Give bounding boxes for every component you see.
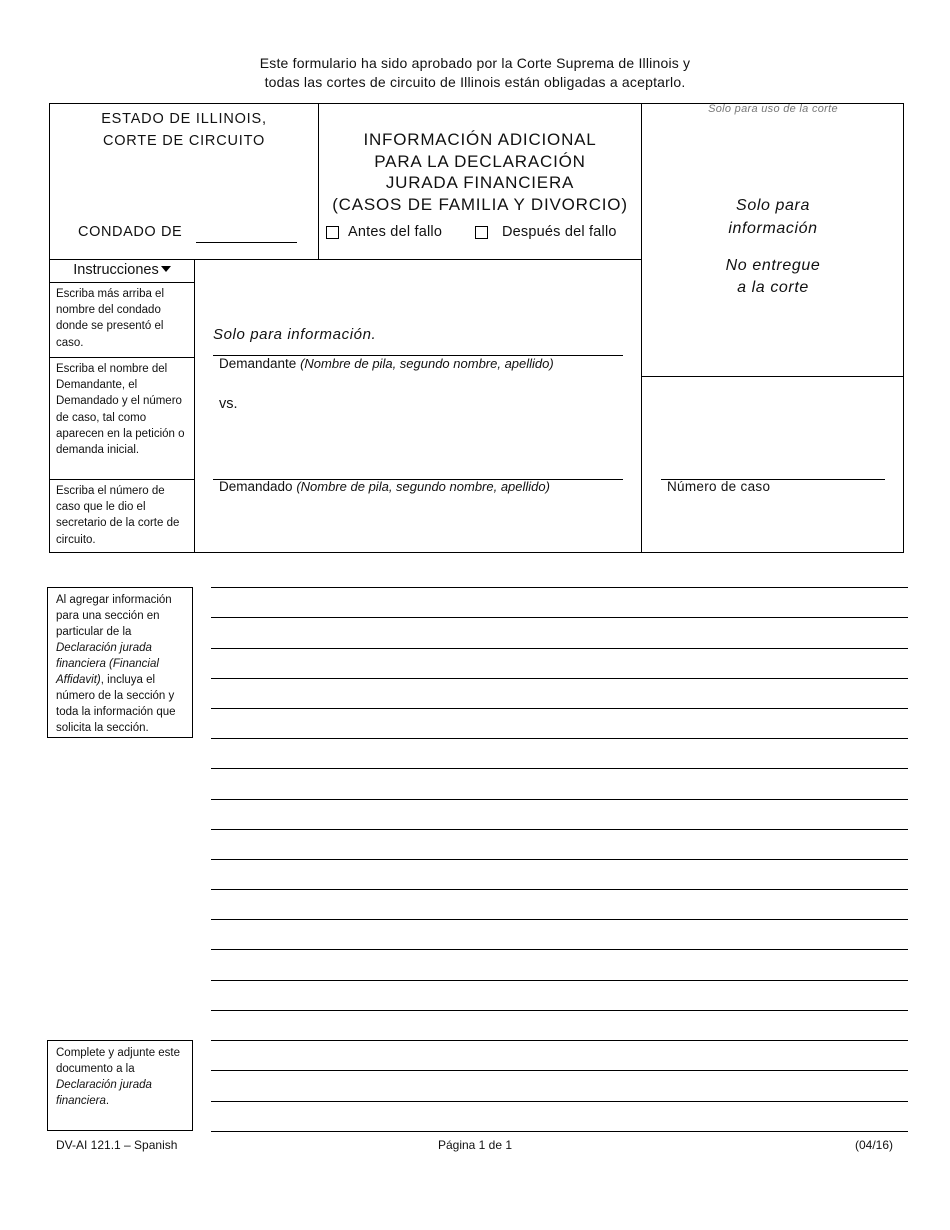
section-instructions xyxy=(47,587,193,738)
divider xyxy=(194,260,195,553)
county-input[interactable] xyxy=(196,242,297,243)
versus-label: vs. xyxy=(219,396,238,412)
form-id: DV-AI 121.1 – Spanish xyxy=(56,1138,178,1152)
no-deliver-line: a la corte xyxy=(737,279,809,296)
text-line[interactable] xyxy=(211,587,908,588)
divider xyxy=(641,103,642,553)
text-line[interactable] xyxy=(211,1131,908,1132)
text-line[interactable] xyxy=(211,829,908,830)
state-label: ESTADO DE ILLINOIS, xyxy=(101,111,267,127)
instruction-case-number: Escriba el número de caso que le dio el secretario de la corte de circuito. xyxy=(56,485,180,546)
page-number: Página 1 de 1 xyxy=(437,1138,513,1152)
county-label: CONDADO DE xyxy=(78,224,183,240)
court-use-label: Solo para uso de la corte xyxy=(708,103,838,115)
title-line: (CASOS DE FAMILIA Y DIVORCIO) xyxy=(332,194,628,214)
instruction-parties: Escriba el nombre del Demandante, el Demandado y el número de caso, tal como aparecen en la petición o demanda inicial. xyxy=(56,363,185,457)
text-line[interactable] xyxy=(211,949,908,950)
checkbox-after-judgment[interactable] xyxy=(475,226,488,239)
title-line: JURADA FINANCIERA xyxy=(385,173,575,192)
no-deliver-line: No entregue xyxy=(725,257,821,274)
petitioner-hint: (Nombre de pila, segundo nombre, apellido) xyxy=(300,356,554,371)
note-text: . xyxy=(105,1095,110,1107)
instruction-county: Escriba más arriba el nombre del condado donde se presentó el caso. xyxy=(56,288,165,349)
instructions-heading xyxy=(50,262,194,278)
text-line[interactable] xyxy=(211,648,908,649)
info-only-line: Solo para xyxy=(736,197,810,214)
revision-date: (04/16) xyxy=(855,1138,894,1152)
divider xyxy=(49,357,195,358)
text-line[interactable] xyxy=(211,768,908,769)
text-line[interactable] xyxy=(211,919,908,920)
info-only-caption: Solo para información. xyxy=(213,326,377,343)
notice-line-2: todas las cortes de circuito de Illinois están obligadas a aceptarlo. xyxy=(264,74,686,90)
court-heading xyxy=(50,108,318,152)
text-line[interactable] xyxy=(211,980,908,981)
text-line[interactable] xyxy=(211,1101,908,1102)
respondent-hint: (Nombre de pila, segundo nombre, apellido) xyxy=(296,479,550,494)
divider xyxy=(49,259,642,260)
note-text-italic: Declaración jurada financiera (Financial Affidavit) xyxy=(56,642,159,686)
checkbox-before-label: Antes del fallo xyxy=(348,224,443,240)
respondent-label xyxy=(219,479,550,494)
info-only-notice xyxy=(642,194,904,240)
checkbox-after-label: Después del fallo xyxy=(502,224,617,240)
instructions-label: Instrucciones xyxy=(73,262,159,278)
respondent-label-text: Demandado xyxy=(219,479,293,494)
do-not-deliver-notice xyxy=(642,255,904,299)
divider xyxy=(318,103,319,260)
checkbox-before-judgment[interactable] xyxy=(326,226,339,239)
text-line[interactable] xyxy=(211,1010,908,1011)
petitioner-label-text: Demandante xyxy=(219,356,297,371)
text-line[interactable] xyxy=(211,708,908,709)
case-number-label: Número de caso xyxy=(667,479,771,494)
attach-instructions xyxy=(47,1040,193,1131)
note-text: Complete y adjunte este documento a la xyxy=(56,1047,181,1075)
notice-line-1: Este formulario ha sido aprobado por la Corte Suprema de Illinois y xyxy=(259,55,691,71)
text-line[interactable] xyxy=(211,678,908,679)
caret-down-icon xyxy=(161,266,171,272)
divider xyxy=(49,282,195,283)
petitioner-label xyxy=(219,356,554,371)
court-approval-notice xyxy=(0,54,950,92)
text-line[interactable] xyxy=(211,617,908,618)
title-line: PARA LA DECLARACIÓN xyxy=(374,151,586,171)
form-title xyxy=(320,129,640,215)
note-text: Al agregar información para una sección en particular de la xyxy=(56,594,172,638)
text-line[interactable] xyxy=(211,1070,908,1071)
divider xyxy=(641,376,904,377)
court-label: CORTE DE CIRCUITO xyxy=(102,133,266,149)
divider xyxy=(49,479,195,480)
text-line[interactable] xyxy=(211,1040,908,1041)
text-line[interactable] xyxy=(211,799,908,800)
text-line[interactable] xyxy=(211,889,908,890)
text-line[interactable] xyxy=(211,738,908,739)
note-text-italic: Declaración jurada financiera xyxy=(56,1079,152,1107)
info-only-line: información xyxy=(728,220,818,237)
title-line: INFORMACIÓN ADICIONAL xyxy=(363,130,597,149)
text-line[interactable] xyxy=(211,859,908,860)
note-text: , incluya el número de la sección y toda la información que solicita la sección. xyxy=(56,674,176,734)
